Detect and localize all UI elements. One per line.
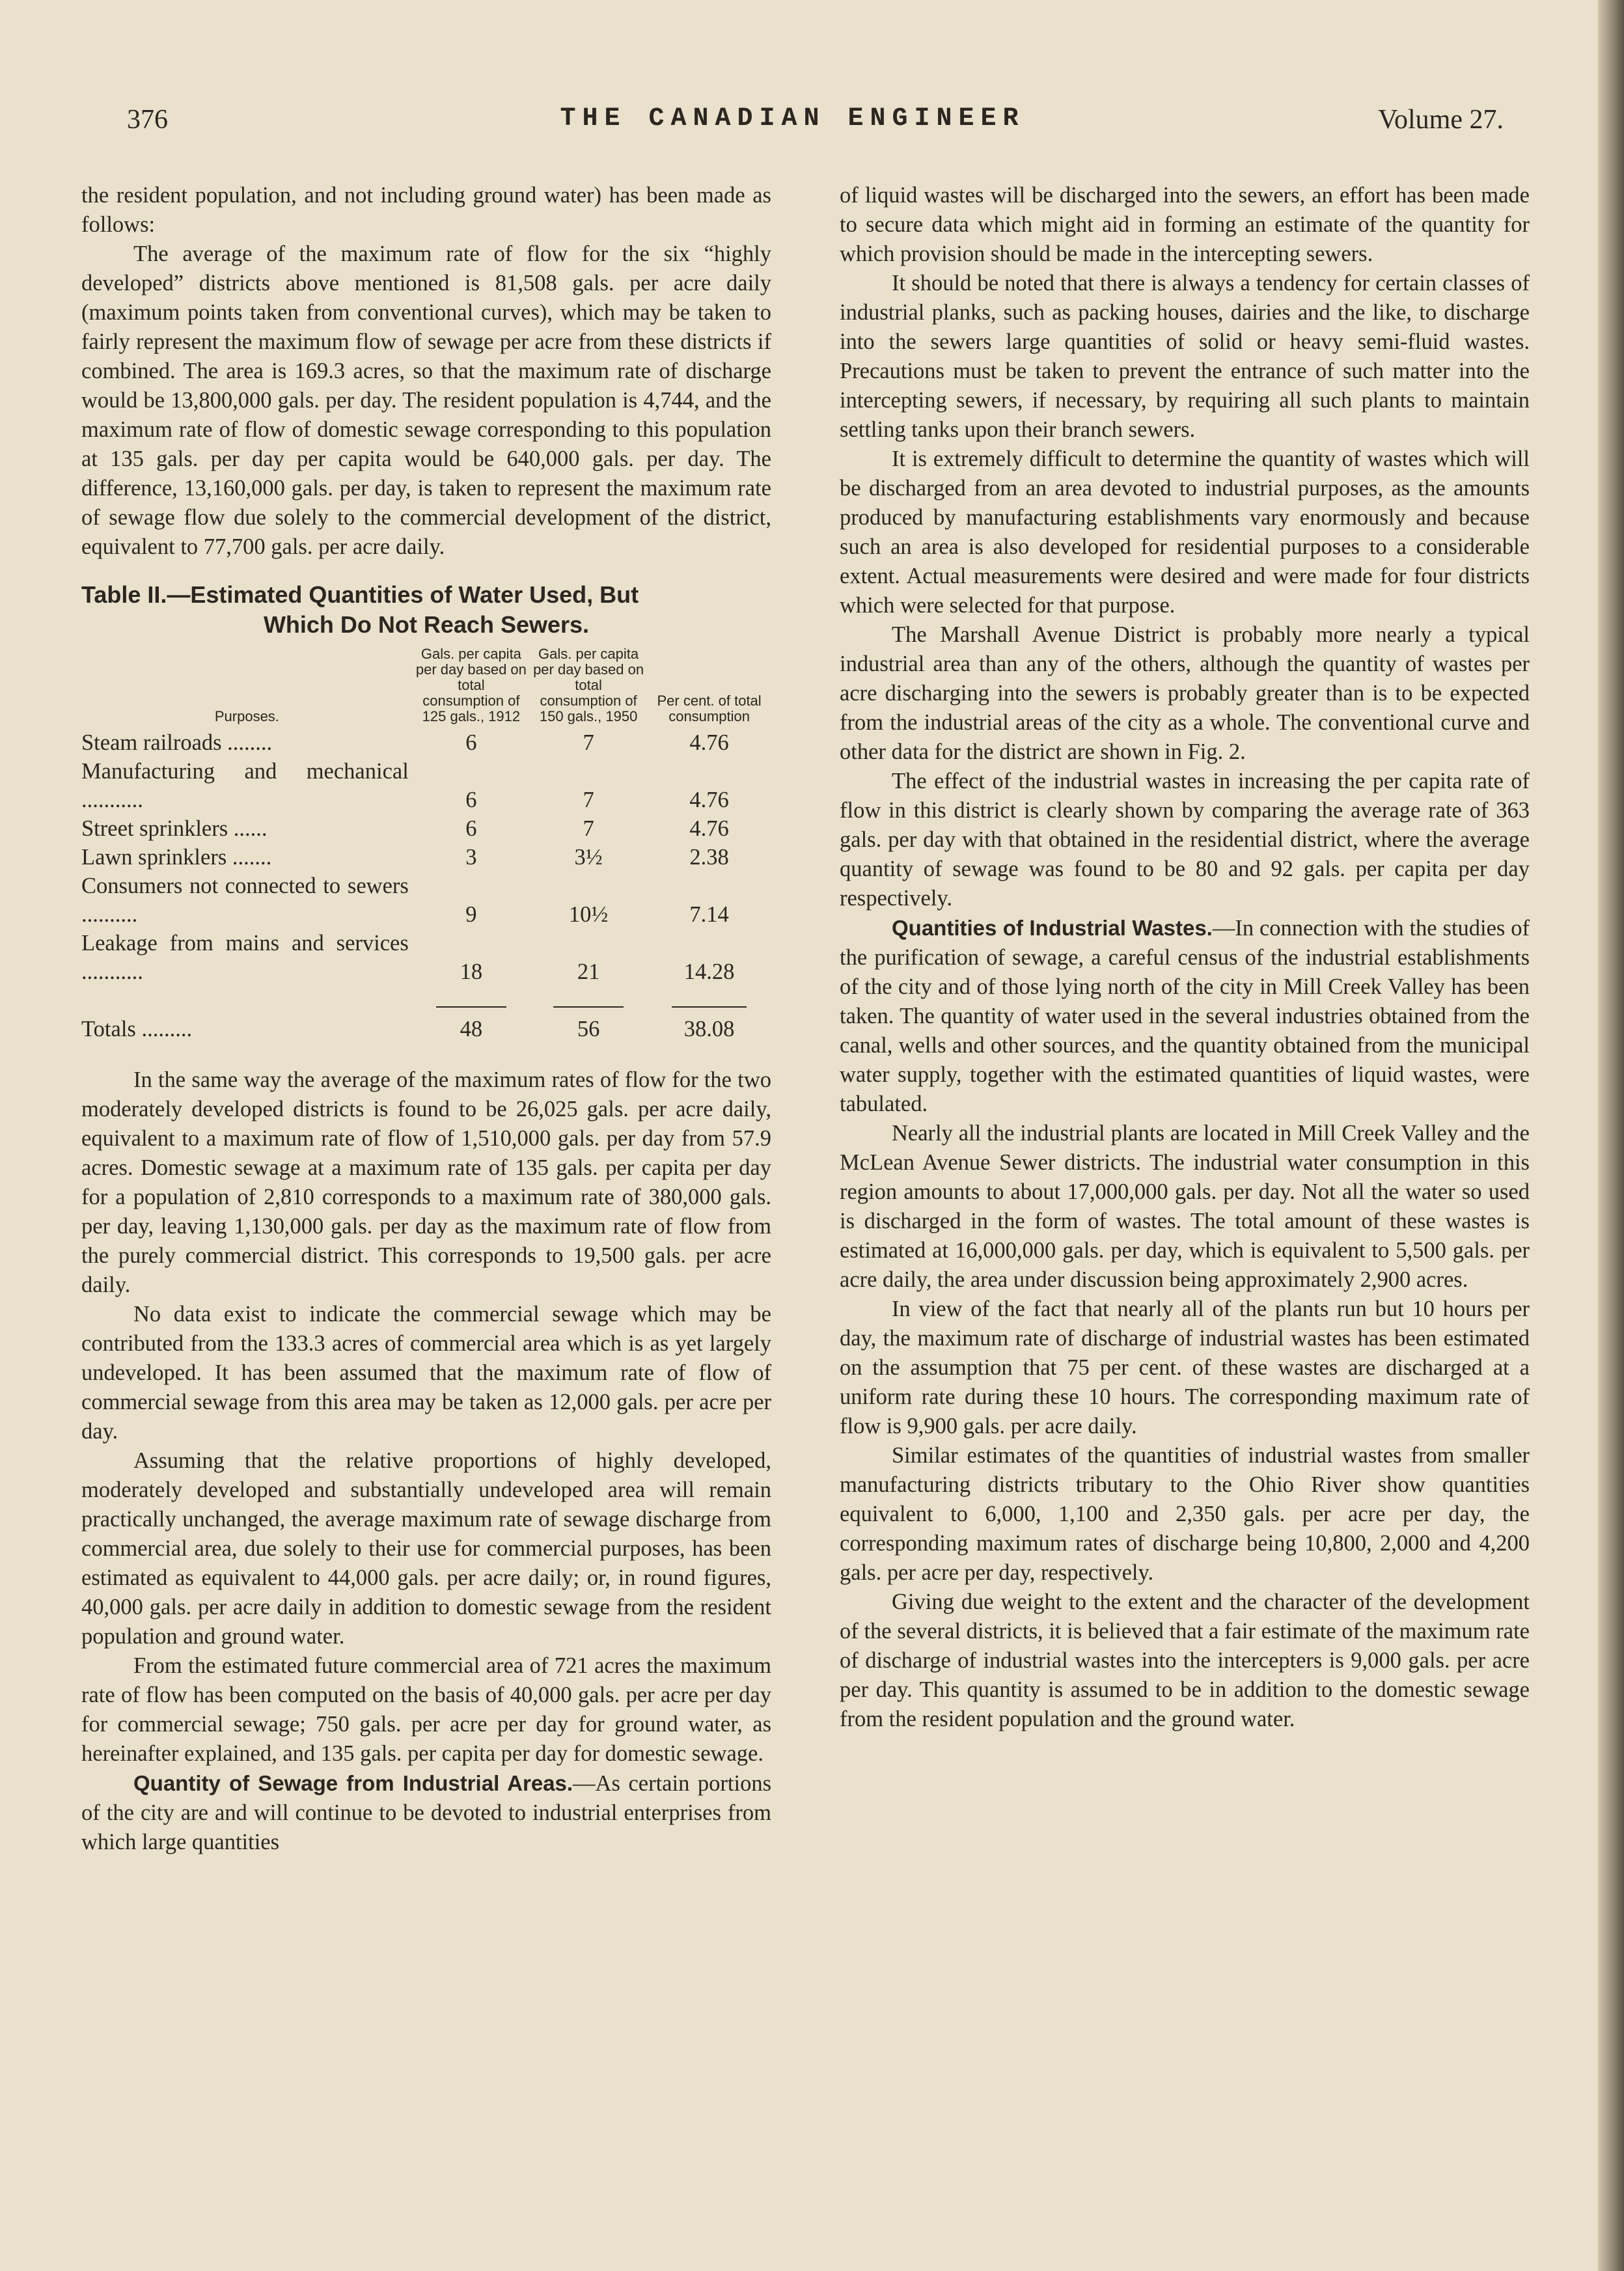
row-percent: 7.14 — [689, 902, 729, 927]
row-1950: 10½ — [568, 902, 609, 927]
paragraph: Giving due weight to the extent and the character of the development of the several districts, it is believed that a fair estimate of the maximum rate of discharge of industrial wastes into the intercepters is 9,000 gals. per acre per day. This quantity is assumed to be in addition to the domestic sewage from the resident population and the ground water. — [840, 1590, 1530, 1731]
paragraph — [840, 913, 1530, 1119]
paragraph-text: —In connection with the studies of the purification of sewage, a careful census of the industrial establishments of the city and of those lying north of the city in Mill Creek Valley has been taken. The quantity of water used in the several industries obtained from the canal, wells and other sources, and the quantity obtained from the municipal water supply, together with the estimated quantities of liquid wastes, were tabulated. — [840, 916, 1530, 1116]
paragraph: The effect of the industrial wastes in increasing the per capita rate of flow in this district is clearly shown by comparing the average rate of 363 gals. per day with that obtained in the residential district, where the average quantity of sewage was found to be 80 and 92 gals. per capita per day respectively. — [840, 769, 1530, 911]
paragraph: No data exist to indicate the commercial sewage which may be contributed from the 133.3 acres of commercial area which is as yet largely undeveloped. It has been assumed that the maximum rate of flow of commercial sewage from this area may be taken as 12,000 gals. per acre per day. — [81, 1302, 771, 1444]
totals-1912: 48 — [460, 1017, 483, 1041]
totals-rule — [553, 1006, 624, 1008]
table-title — [81, 580, 771, 640]
page-number: 376 — [127, 105, 168, 135]
page-header — [81, 98, 1504, 143]
totals-rule — [436, 1006, 506, 1008]
row-purpose: Lawn sprinklers ....... — [81, 845, 272, 870]
row-percent: 4.76 — [689, 730, 729, 755]
volume-label: Volume 27. — [1378, 105, 1504, 135]
left-column — [81, 181, 771, 1857]
paragraph: Assuming that the relative proportions of highly developed, moderately developed and substantially undeveloped area will remain practically unchanged, the average maximum rate of sewage discharge from commercial area, due solely to their use for commercial purposes, has been estimated as equivalent to 44,000 gals. per acre daily; or, in round figures, 40,000 gals. per acre daily in addition to domestic sewage from the resident population and ground water. — [81, 1448, 771, 1649]
totals-label: Totals ......... — [81, 1017, 193, 1041]
totals-rule-row — [81, 986, 771, 1015]
table-row — [81, 757, 771, 814]
row-purpose: Steam railroads ........ — [81, 730, 273, 755]
table-header-row — [81, 646, 771, 728]
table-row — [81, 814, 771, 843]
header-1950: Gals. per capita per day based on total consumption of 150 gals., 1950 — [533, 646, 644, 724]
table-row — [81, 843, 771, 872]
totals-percent: 38.08 — [683, 1017, 735, 1041]
row-1950: 3½ — [574, 845, 603, 870]
header-percent: Per cent. of total consumption — [657, 693, 762, 724]
totals-1950: 56 — [577, 1017, 600, 1041]
row-percent: 2.38 — [689, 845, 729, 870]
journal-title: THE CANADIAN ENGINEER — [560, 104, 1025, 133]
row-1912: 6 — [465, 788, 477, 812]
row-1950: 7 — [583, 730, 594, 755]
table-title-line-2: Which Do Not Reach Sewers. — [263, 611, 590, 638]
paragraph: It should be noted that there is always a tendency for certain classes of industrial planks, such as packing houses, dairies and the like, to discharge into the sewers large quantities of solid or heavy semi-fluid wastes. Precautions must be taken to prevent the entrance of such matter into the intercepting sewers, if necessary, by requiring all such plants to maintain settling tanks upon their branch sewers. — [840, 271, 1530, 442]
paragraph: In view of the fact that nearly all of the plants run but 10 hours per day, the maximum rate of discharge of industrial wastes has been estimated on the assumption that 75 per cent. of these wastes are discharged at a uniform rate during these 10 hours. The corresponding maximum rate of flow is 9,900 gals. per acre daily. — [840, 1297, 1530, 1438]
row-1950: 7 — [583, 816, 594, 841]
paragraph: the resident population, and not including ground water) has been made as follows: — [81, 183, 771, 237]
section-heading: Quantities of Industrial Wastes. — [892, 916, 1213, 940]
paragraph: of liquid wastes will be discharged into the sewers, an effort has been made to secure data which might aid in forming an estimate of the quantity for which provision should be made in the intercepting sewers. — [840, 183, 1530, 266]
row-purpose: Leakage from mains and services ........... — [81, 931, 409, 984]
row-1912: 6 — [465, 816, 477, 841]
row-percent: 14.28 — [683, 959, 735, 984]
section-heading: Quantity of Sewage from Industrial Areas. — [133, 1771, 573, 1795]
row-percent: 4.76 — [689, 816, 729, 841]
paragraph: Nearly all the industrial plants are located in Mill Creek Valley and the McLean Avenue Sewer districts. The industrial water consumption in this region amounts to about 17,000,000 gals. per day. Not all the water so used is discharged in the form of wastes. The total amount of these wastes is estimated at 16,000,000 gals. per day, which is equivalent to 5,500 gals. per acre daily, the area under discussion being approximately 2,900 acres. — [840, 1121, 1530, 1292]
row-1912: 3 — [465, 845, 477, 870]
row-1912: 9 — [465, 902, 477, 927]
table-row — [81, 929, 771, 986]
header-1912: Gals. per capita per day based on total consumption of 125 gals., 1912 — [415, 646, 527, 724]
paragraph — [81, 1769, 771, 1857]
row-1950: 7 — [583, 788, 594, 812]
water-use-table — [81, 646, 771, 1043]
row-purpose: Consumers not connected to sewers .......... — [81, 874, 409, 927]
row-1950: 21 — [577, 959, 600, 984]
right-column — [840, 181, 1530, 1734]
row-1912: 6 — [465, 730, 477, 755]
row-1912: 18 — [460, 959, 483, 984]
paragraph: In the same way the average of the maximum rates of flow for the two moderately developed districts is found to be 26,025 gals. per acre daily, equivalent to a maximum rate of flow of 1,510,000 gals. per day from 57.9 acres. Domestic sewage at a maximum rate of 135 gals. per capita per day for a population of 2,810 corresponds to a maximum rate of 380,000 gals. per day, leaving 1,130,000 gals. per day as the maximum rate of flow from the purely commercial district. This corresponds to 19,500 gals. per acre daily. — [81, 1067, 771, 1297]
paragraph: From the estimated future commercial area of 721 acres the maximum rate of flow has been computed on the basis of 40,000 gals. per acre per day for commercial sewage; 750 gals. per acre per day for ground water, as hereinafter explained, and 135 gals. per capita per day for domestic sewage. — [81, 1653, 771, 1766]
paragraph-text: —As certain portions of the city are and will continue to be devoted to industrial enterprises from which large quantities — [81, 1771, 771, 1854]
header-purposes: Purposes. — [214, 708, 279, 724]
page-edge-shadow — [1598, 0, 1624, 2271]
paragraph: The Marshall Avenue District is probably more nearly a typical industrial area than any of the others, although the quantity of wastes per acre discharging into the sewers is probably greater than is to be expected from the industrial areas of the city as a whole. The conventional curve and other data for the district are shown in Fig. 2. — [840, 622, 1530, 764]
paragraph: The average of the maximum rate of flow for the six “highly developed” districts above mentioned is 81,508 gals. per acre daily (maximum points taken from conventional curves), which may be taken to fairly represent the maximum flow of sewage per acre from these districts if combined. The area is 169.3 acres, so that the maximum rate of discharge would be 13,800,000 gals. per day. The resident population is 4,744, and the maximum rate of flow of domestic sewage corresponding to this population at 135 gals. per day per capita would be 640,000 gals. per day. The difference, 13,160,000 gals. per day, is taken to represent the maximum rate of sewage flow due solely to the commercial development of the district, equivalent to 77,700 gals. per acre daily. — [81, 241, 771, 559]
totals-rule — [672, 1006, 746, 1008]
row-purpose: Street sprinklers ...... — [81, 816, 268, 841]
paragraph: It is extremely difficult to determine the quantity of wastes which will be discharged from an area devoted to industrial purposes, as the amounts produced by manufacturing establishments vary enormously and because such an area is also developed for residential purposes to a considerable extent. Actual measurements were desired and were made for four districts which were selected for that purpose. — [840, 447, 1530, 618]
row-purpose: Manufacturing and mechanical ........... — [81, 759, 409, 812]
table-title-line-1: Table II.—Estimated Quantities of Water Used, But — [81, 581, 639, 608]
totals-row — [81, 1015, 771, 1043]
table-row — [81, 872, 771, 929]
paragraph: Similar estimates of the quantities of industrial wastes from smaller manufacturing districts tributary to the Ohio River show quantities equivalent to 6,000, 1,100 and 2,350 gals. per acre per day, the corresponding maximum rates of discharge being 10,800, 2,000 and 4,200 gals. per acre per day, respectively. — [840, 1443, 1530, 1585]
row-percent: 4.76 — [689, 788, 729, 812]
table-row — [81, 728, 771, 757]
